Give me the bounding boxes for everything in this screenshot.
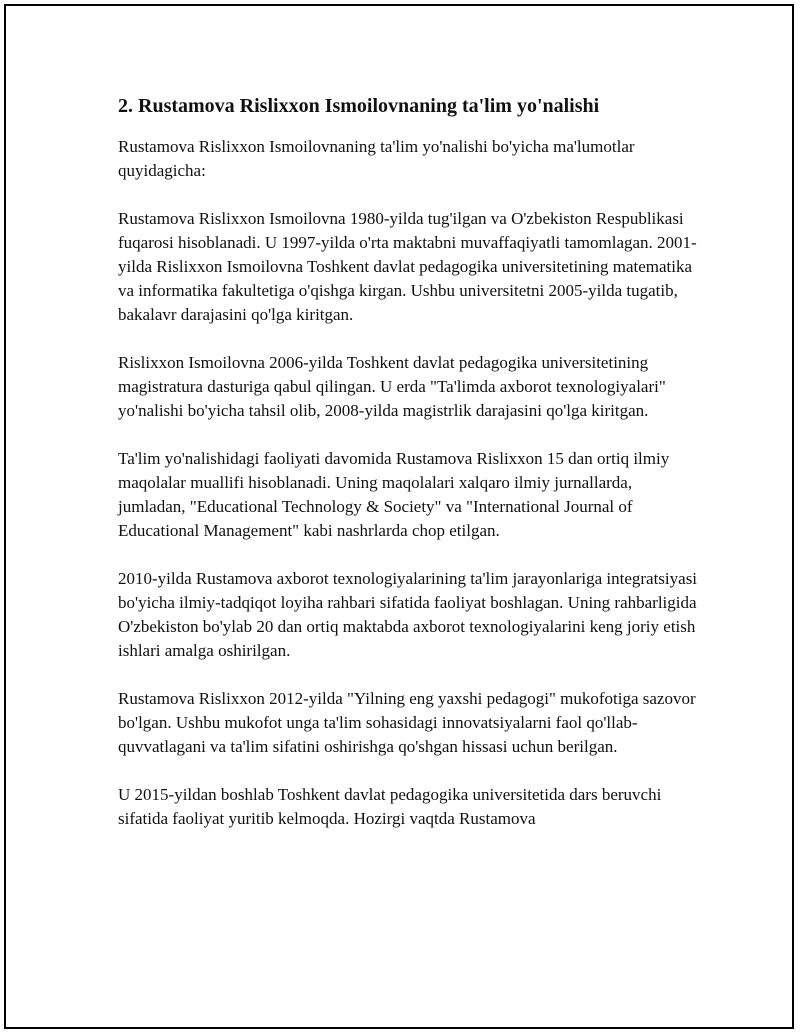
section-heading: 2. Rustamova Rislixxon Ismoilovnaning ta'lim yo'nalishi xyxy=(118,95,600,117)
paragraph-teaching: U 2015-yildan boshlab Toshkent davlat pedagogika universitetida dars beruvchi sifatida faoliyat yuritib kelmoqda. Hozirgi vaqtda Rustamova xyxy=(118,785,662,828)
paragraph-award: Rustamova Rislixxon 2012-yilda "Yilning eng yaxshi pedagogi" mukofotiga sazovor bo'lgan. Ushbu mukofot unga ta'lim sohasidagi innovatsiyalarni faol qo'llab-quvvatlagani va ta'lim sifatini oshirishga qo'shgan hissasi uchun berilgan. xyxy=(118,689,696,756)
paragraph-publications: Ta'lim yo'nalishidagi faoliyati davomida Rustamova Rislixxon 15 dan ortiq ilmiy maqolalar muallifi hisoblanadi. Uning maqolalari xalqaro ilmiy jurnallarda, jumladan, "Educational Technology & Society" va "International Journal of Educational Management" kabi nashrlarda chop etilgan. xyxy=(118,449,670,540)
paragraph-biography: Rustamova Rislixxon Ismoilovna 1980-yilda tug'ilgan va O'zbekiston Respublikasi fuqarosi hisoblanadi. U 1997-yilda o'rta maktabni muvaffaqiyatli tamomlagan. 2001-yilda Rislixxon Ismoilovna Toshkent davlat pedagogika universitetining matematika va informatika fakultetiga o'qishga kirgan. Ushbu universitetni 2005-yilda tugatib, bakalavr darajasini qo'lga kiritgan. xyxy=(118,209,697,324)
paragraph-intro: Rustamova Rislixxon Ismoilovnaning ta'lim yo'nalishi bo'yicha ma'lumotlar quyidagicha: xyxy=(118,137,635,180)
paragraph-research-project: 2010-yilda Rustamova axborot texnologiyalarining ta'lim jarayonlariga integratsiyasi bo'yicha ilmiy-tadqiqot loyiha rahbari sifatida faoliyat boshlagan. Uning rahbarligida O'zbekiston bo'ylab 20 dan ortiq maktabda axborot texnologiyalarini keng joriy etish ishlari amalga oshirilgan. xyxy=(118,569,698,660)
document-body xyxy=(118,93,703,855)
paragraph-masters: Rislixxon Ismoilovna 2006-yilda Toshkent davlat pedagogika universitetining magistratura dasturiga qabul qilingan. U erda "Ta'limda axborot texnologiyalari" yo'nalishi bo'yicha tahsil olib, 2008-yilda magistrlik darajasini qo'lga kiritgan. xyxy=(118,353,666,420)
